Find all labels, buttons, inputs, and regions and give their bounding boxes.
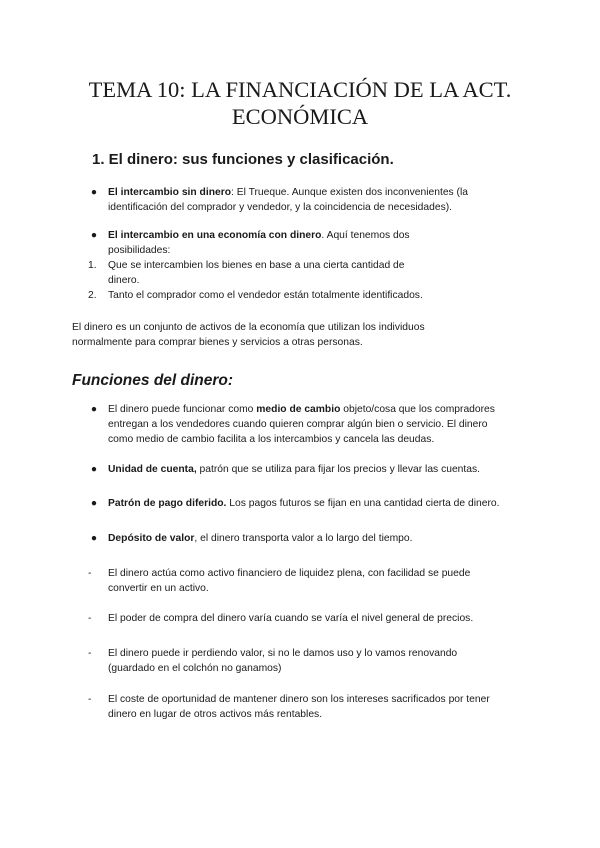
bullet-text: : El Trueque. Aunque existen dos inconvenientes (la: [231, 187, 468, 198]
bullet-item-patron-de-pago: [90, 496, 540, 511]
dash-marker: -: [88, 648, 92, 659]
dash-text-cont: convertir en un activo.: [108, 583, 209, 594]
bold-term: medio de cambio: [256, 404, 341, 415]
title-line-2: ECONÓMICA: [231, 104, 369, 129]
list-number: 2.: [88, 290, 97, 301]
section-heading-1: 1. El dinero: sus funciones y clasificación.: [92, 151, 394, 168]
dash-item-liquidez: [88, 566, 540, 596]
bold-term: El intercambio sin dinero: [108, 187, 232, 198]
bullet-text-post: objeto/cosa que los compradores: [340, 404, 495, 415]
bullet-item-unidad-de-cuenta: [90, 462, 540, 477]
bullet-text-cont: identificación del comprador y vendedor, y la coincidencia de necesidades).: [108, 202, 453, 213]
bullet-icon: ●: [90, 464, 98, 475]
bullet-text: El dinero puede funcionar como: [108, 404, 257, 415]
dash-marker: -: [88, 613, 92, 624]
bullet-icon: ●: [90, 230, 98, 241]
dash-text-cont: dinero en lugar de otros activos más rentables.: [108, 709, 323, 720]
dash-text: El dinero actúa como activo financiero de liquidez plena, con facilidad se puede: [108, 568, 471, 579]
definition-line-1: El dinero es un conjunto de activos de la economía que utilizan los individuos: [72, 322, 425, 333]
bold-term: Patrón de pago diferido.: [108, 498, 227, 509]
bold-term: El intercambio en una economía con dinero: [108, 230, 322, 241]
bullet-icon: ●: [90, 498, 98, 509]
list-text: Que se intercambien los bienes en base a una cierta cantidad de: [108, 260, 405, 271]
bold-term: Depósito de valor: [108, 533, 195, 544]
bullet-item-deposito-de-valor: [90, 531, 540, 546]
dash-marker: -: [88, 694, 92, 705]
bullet-text-line-3: como medio de cambio facilita a los intercambios y cancela las deudas.: [108, 434, 435, 445]
bullet-text: , el dinero transporta valor a lo largo del tiempo.: [194, 533, 413, 544]
dash-item-coste-oportunidad: [88, 692, 540, 722]
bullet-text: Los pagos futuros se fijan en una cantidad cierta de dinero.: [226, 498, 500, 509]
dash-item-poder-de-compra: [88, 611, 540, 626]
bullet-icon: ●: [90, 404, 98, 415]
bold-term: Unidad de cuenta,: [108, 464, 197, 475]
bullet-item-intercambio-sin-dinero: [90, 185, 540, 215]
bullet-item-medio-de-cambio: [90, 402, 540, 447]
bullet-item-intercambio-con-dinero: [90, 228, 540, 258]
list-text-cont: dinero.: [108, 275, 140, 286]
bullet-text-line-2: entregan a los vendedores cuando quieren comprar algún bien o servicio. El dinero: [108, 419, 488, 430]
dash-text: El coste de oportunidad de mantener dinero son los intereses sacrificados por tener: [108, 694, 490, 705]
dash-marker: -: [88, 568, 92, 579]
bullet-text: patrón que se utiliza para fijar los precios y llevar las cuentas.: [196, 464, 480, 475]
bullet-text: . Aquí tenemos dos: [321, 230, 410, 241]
dash-item-perdiendo-valor: [88, 646, 540, 676]
list-item-possibility-2: [88, 288, 540, 303]
dash-text: El dinero puede ir perdiendo valor, si no le damos uso y lo vamos renovando: [108, 648, 458, 659]
list-text: Tanto el comprador como el vendedor están totalmente identificados.: [108, 290, 423, 301]
section-heading-funciones: Funciones del dinero:: [72, 372, 234, 389]
bullet-icon: ●: [90, 187, 98, 198]
document-title: [40, 76, 560, 130]
list-item-possibility-1: [88, 258, 540, 288]
definition-line-2: normalmente para comprar bienes y servicios a otras personas.: [72, 337, 363, 348]
bullet-icon: ●: [90, 533, 98, 544]
dash-text-cont: (guardado en el colchón no ganamos): [108, 663, 282, 674]
dash-text: El poder de compra del dinero varía cuando se varía el nivel general de precios.: [108, 613, 474, 624]
list-number: 1.: [88, 260, 97, 271]
title-line-1: TEMA 10: LA FINANCIACIÓN DE LA ACT.: [88, 77, 512, 102]
bullet-text-cont: posibilidades:: [108, 245, 171, 256]
definition-paragraph: [72, 320, 542, 350]
